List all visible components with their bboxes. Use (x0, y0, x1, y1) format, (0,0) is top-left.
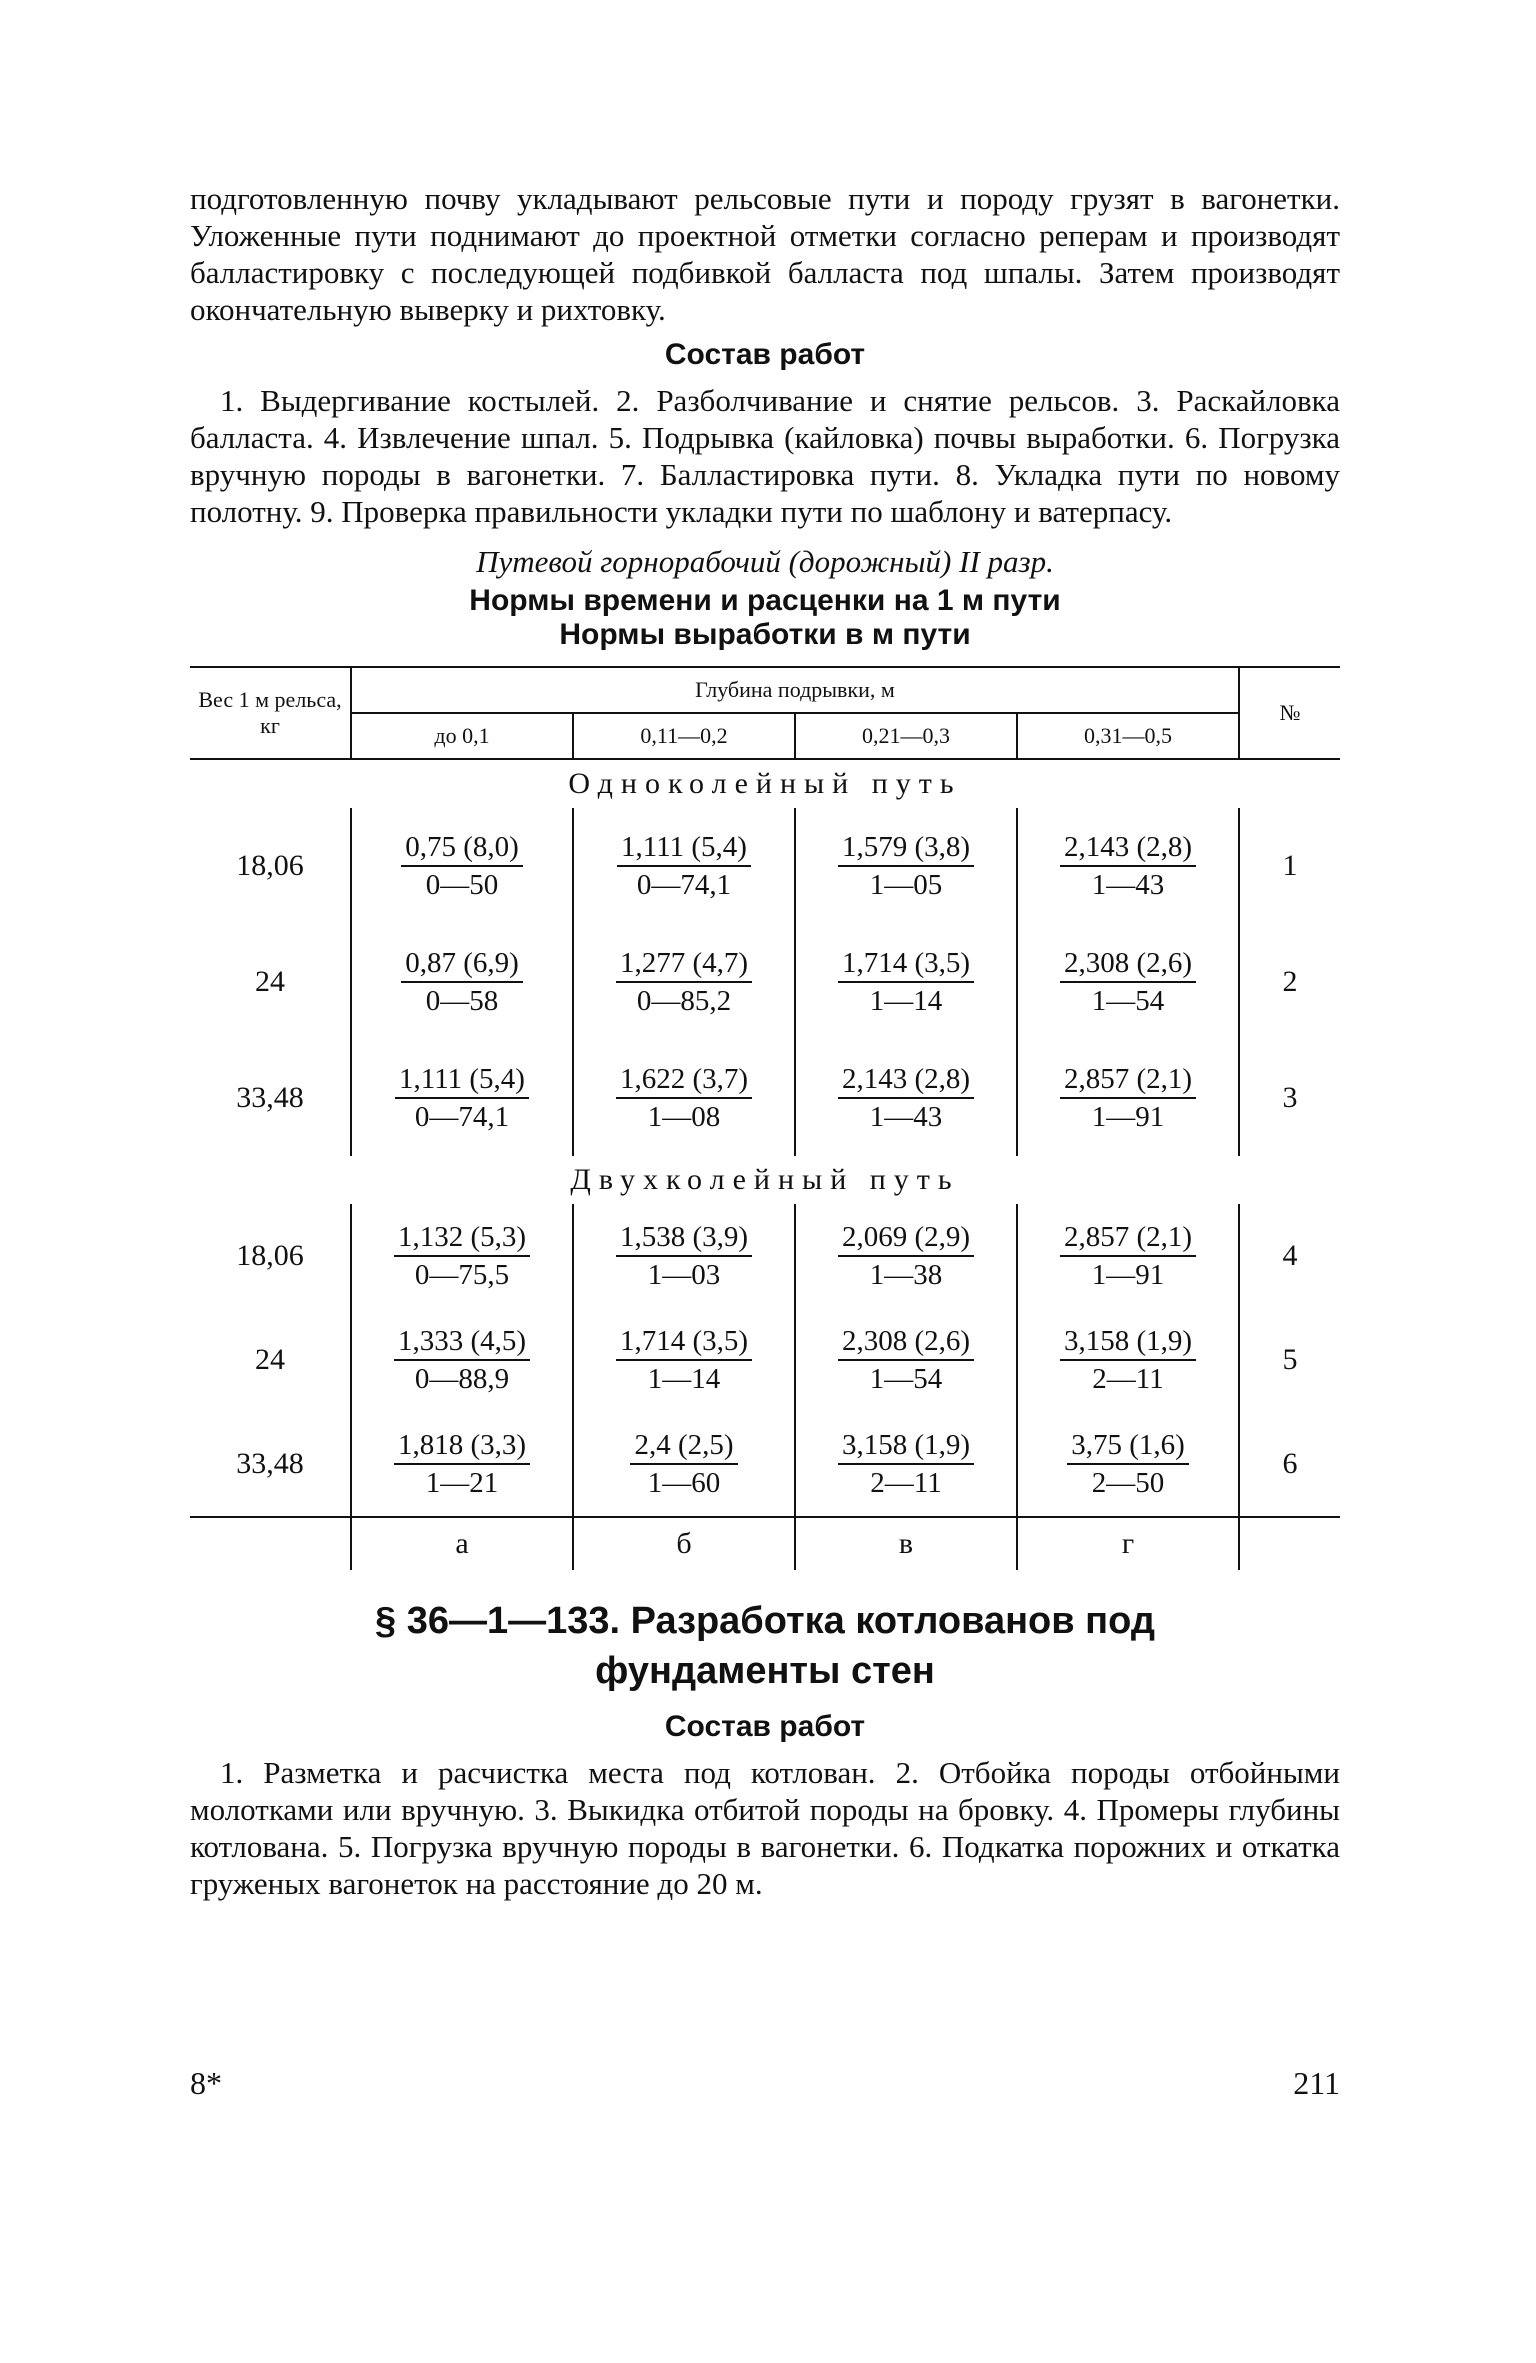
price-value: 1—08 (647, 1101, 721, 1133)
norm-cell (795, 1204, 1017, 1308)
norm-value: 2,308 (2,6) (1060, 945, 1196, 983)
norm-cell (573, 1204, 795, 1308)
work-text-1: 1. Выдергивание костылей. 2. Разболчивание и снятие рельсов. 3. Раскайловка балласта. 4. Извлечение шпал. 5. Подрывка (кайловка) почвы выработки. 6. Погрузка вручную породы в вагонетки. 7. Балластировка пути. 8. Укладка пути по новому полотну. 9. Проверка правильности укладки пути по шаблону и ватерпасу. (190, 383, 1340, 529)
norm-cell (573, 1308, 795, 1412)
worker-grade: Путевой горнорабочий (дорожный) II разр. (476, 544, 1054, 579)
row-number: 3 (1239, 1040, 1340, 1156)
price-value: 0—74,1 (414, 1101, 510, 1133)
section-title: § 36—1—133. Разработка котлованов под фундаменты стен (375, 1600, 1155, 1692)
norm-cell (351, 1040, 573, 1156)
table-row (190, 1412, 1340, 1517)
work-text-2: 1. Разметка и расчистка места под котлован. 2. Отбойка породы отбойными молотками или вручную. 3. Выкидка отбитой породы на бровку. 4. Промеры глубины котлована. 5. Погрузка вручную породы в вагонетки. 6. Подкатка порожних и откатка груженых вагонеток на расстояние до 20 м. (190, 1755, 1340, 1901)
norm-value: 3,158 (1,9) (838, 1427, 974, 1465)
depth-header-2: 0,11—0,2 (573, 713, 795, 759)
norm-value: 1,132 (5,3) (394, 1219, 530, 1257)
work-heading-1: Состав работ (664, 338, 866, 371)
norms-title-2: Нормы выработки в м пути (559, 618, 971, 651)
column-letter: а (351, 1517, 573, 1570)
column-letter: г (1017, 1517, 1239, 1570)
norm-cell (573, 1040, 795, 1156)
row-number: 6 (1239, 1412, 1340, 1517)
intro-paragraph: подготовленную почву укладывают рельсовые пути и породу грузят в вагонетки. Уложенные пути поднимают до проектной отметки согласно реперам и производят балластировку с последующей подбивкой балласта под шпалы. Затем производят окончательную выверку и рихтовку. (190, 181, 1340, 327)
price-value: 1—91 (1091, 1259, 1165, 1291)
norm-value: 1,277 (4,7) (616, 945, 752, 983)
price-value: 1—05 (869, 869, 943, 901)
price-value: 2—50 (1091, 1467, 1165, 1499)
norm-cell (573, 808, 795, 924)
price-value: 1—21 (425, 1467, 499, 1499)
price-value: 1—14 (647, 1363, 721, 1395)
norm-value: 1,111 (5,4) (395, 1061, 529, 1099)
rail-mass: 24 (255, 1343, 285, 1376)
depth-header-4: 0,31—0,5 (1017, 713, 1239, 759)
page-number: 211 (1293, 2065, 1340, 2101)
letter-spacer (1239, 1517, 1340, 1570)
rail-mass: 33,48 (236, 1447, 304, 1480)
price-value: 1—03 (647, 1259, 721, 1291)
column-letter: в (795, 1517, 1017, 1570)
page (190, 180, 1340, 1902)
norm-cell (1017, 1412, 1239, 1517)
rail-mass: 18,06 (236, 849, 304, 882)
column-letter: б (573, 1517, 795, 1570)
norms-table (190, 666, 1340, 1570)
norm-value: 2,857 (2,1) (1060, 1061, 1196, 1099)
norm-value: 1,111 (5,4) (617, 829, 751, 867)
norm-cell (1017, 1040, 1239, 1156)
col-mass-header: Вес 1 м рельса, кг (198, 687, 342, 738)
group-single-track: Одноколейный путь (568, 767, 962, 800)
norm-value: 1,818 (3,3) (394, 1427, 530, 1465)
price-value: 0—75,5 (414, 1259, 510, 1291)
norm-value: 1,579 (3,8) (838, 829, 974, 867)
norm-cell (1017, 808, 1239, 924)
norm-cell (351, 808, 573, 924)
norm-cell (573, 924, 795, 1040)
work-heading-2: Состав работ (664, 1710, 866, 1743)
depth-header-1: до 0,1 (351, 713, 573, 759)
price-value: 1—43 (1091, 869, 1165, 901)
price-value: 1—14 (869, 985, 943, 1017)
table-row (190, 808, 1340, 924)
norm-value: 2,143 (2,8) (1060, 829, 1196, 867)
norm-value: 3,158 (1,9) (1060, 1323, 1196, 1361)
letter-spacer (190, 1517, 351, 1570)
norm-cell (795, 808, 1017, 924)
price-value: 1—54 (1091, 985, 1165, 1017)
norm-cell (795, 1040, 1017, 1156)
norm-value: 1,333 (4,5) (394, 1323, 530, 1361)
table-row (190, 1040, 1340, 1156)
col-depth-header: Глубина подрывки, м (351, 667, 1239, 713)
price-value: 0—58 (425, 985, 499, 1017)
price-value: 1—38 (869, 1259, 943, 1291)
table-row (190, 1308, 1340, 1412)
price-value: 0—88,9 (414, 1363, 510, 1395)
table-row (190, 1204, 1340, 1308)
norm-cell (351, 924, 573, 1040)
price-value: 2—11 (1092, 1363, 1164, 1395)
norm-cell (351, 1308, 573, 1412)
table-row (190, 924, 1340, 1040)
norms-title-1: Нормы времени и расценки на 1 м пути (469, 584, 1061, 617)
norm-value: 2,857 (2,1) (1060, 1219, 1196, 1257)
row-number: 5 (1239, 1308, 1340, 1412)
row-number: 4 (1239, 1204, 1340, 1308)
group-double-track: Двухколейный путь (570, 1163, 960, 1196)
norm-cell (795, 1412, 1017, 1517)
price-value: 1—43 (869, 1101, 943, 1133)
norm-value: 1,714 (3,5) (838, 945, 974, 983)
signature-mark: 8* (190, 2065, 222, 2101)
norm-cell (1017, 1308, 1239, 1412)
page-footer (190, 2065, 1340, 2102)
norm-cell (1017, 1204, 1239, 1308)
rail-mass: 33,48 (236, 1081, 304, 1114)
norm-value: 1,538 (3,9) (616, 1219, 752, 1257)
norm-value: 1,622 (3,7) (616, 1061, 752, 1099)
norm-value: 2,069 (2,9) (838, 1219, 974, 1257)
col-number-header: № (1239, 667, 1340, 759)
price-value: 0—50 (425, 869, 499, 901)
norm-value: 2,143 (2,8) (838, 1061, 974, 1099)
price-value: 2—11 (870, 1467, 942, 1499)
norm-value: 0,75 (8,0) (401, 829, 523, 867)
norm-cell (795, 924, 1017, 1040)
price-value: 0—74,1 (636, 869, 732, 901)
rail-mass: 18,06 (236, 1239, 304, 1272)
row-number: 1 (1239, 808, 1340, 924)
norm-cell (795, 1308, 1017, 1412)
norm-value: 2,4 (2,5) (630, 1427, 737, 1465)
norm-cell (351, 1412, 573, 1517)
norm-value: 1,714 (3,5) (616, 1323, 752, 1361)
row-number: 2 (1239, 924, 1340, 1040)
price-value: 0—85,2 (636, 985, 732, 1017)
norm-value: 3,75 (1,6) (1067, 1427, 1189, 1465)
depth-header-3: 0,21—0,3 (795, 713, 1017, 759)
price-value: 1—91 (1091, 1101, 1165, 1133)
norm-cell (573, 1412, 795, 1517)
norm-value: 0,87 (6,9) (401, 945, 523, 983)
price-value: 1—60 (647, 1467, 721, 1499)
norm-value: 2,308 (2,6) (838, 1323, 974, 1361)
norm-cell (1017, 924, 1239, 1040)
price-value: 1—54 (869, 1363, 943, 1395)
rail-mass: 24 (255, 965, 285, 998)
norm-cell (351, 1204, 573, 1308)
